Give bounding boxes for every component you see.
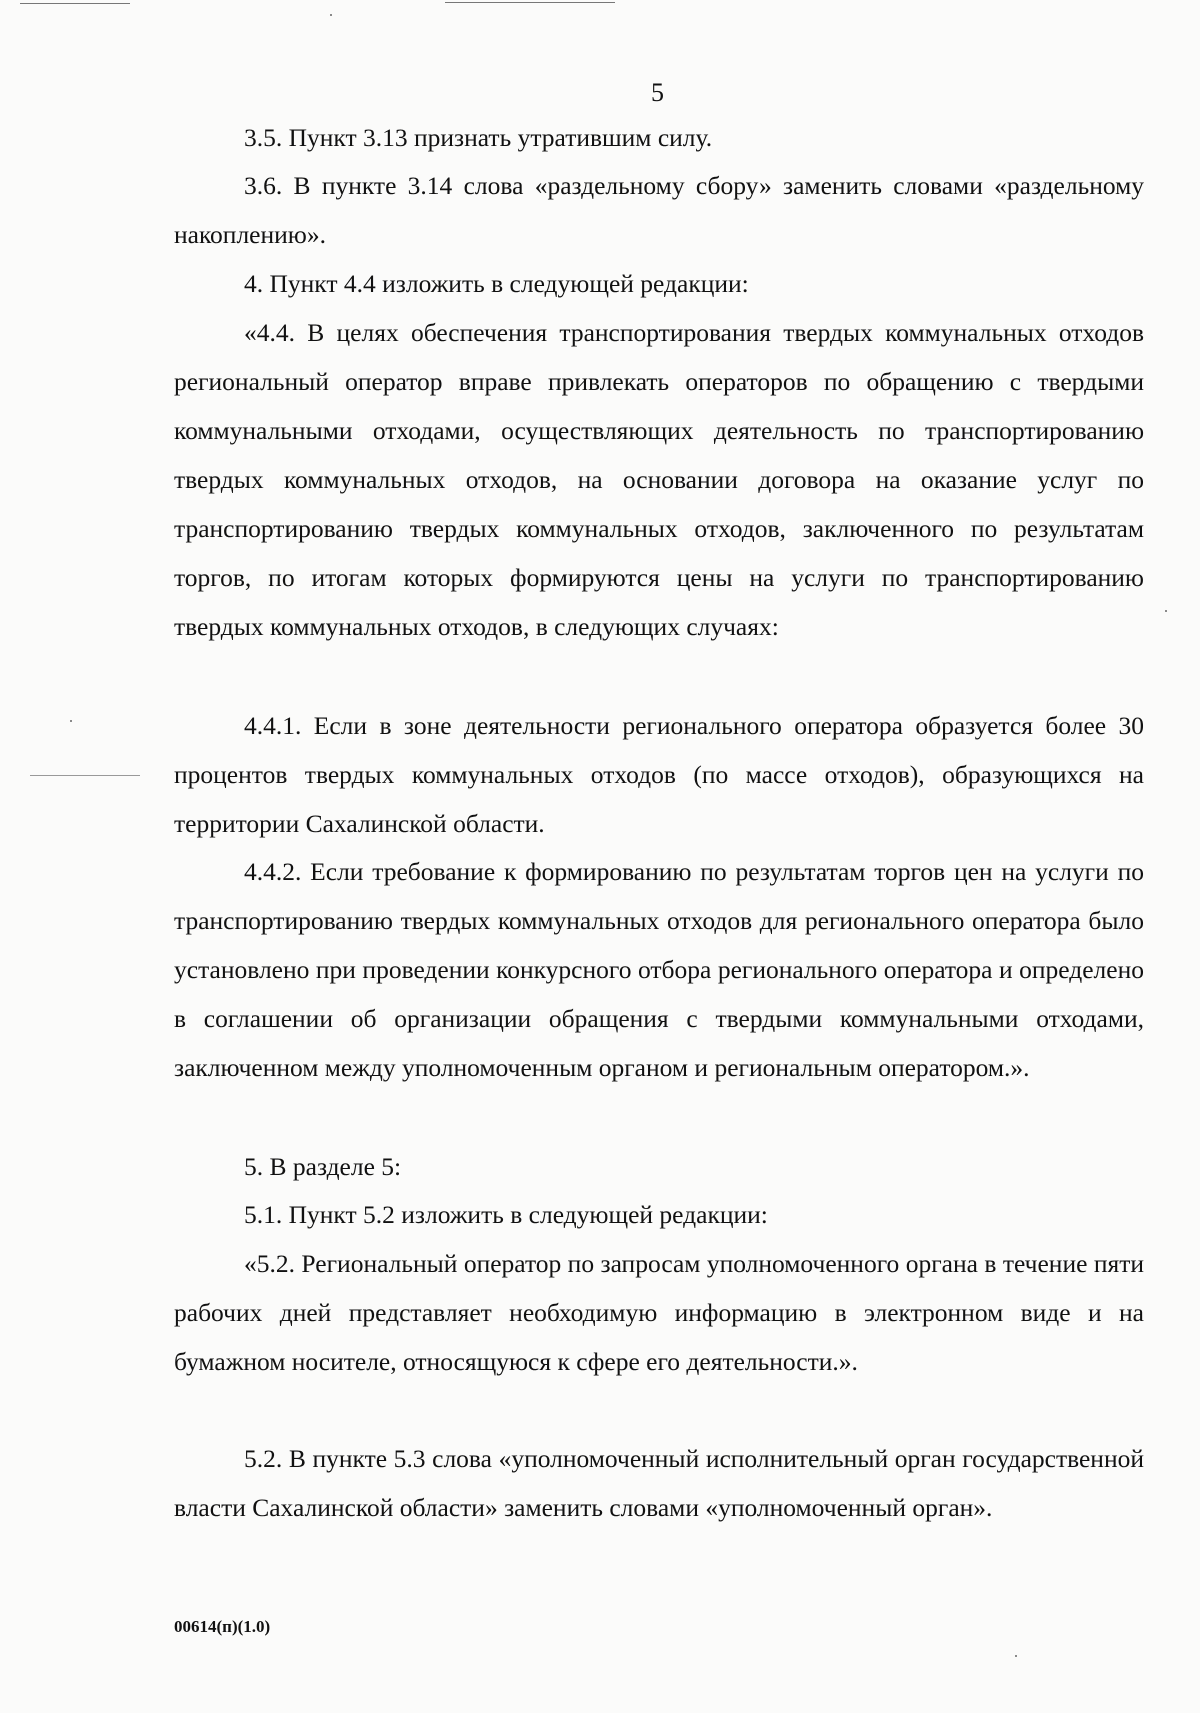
scan-artifact bbox=[445, 2, 615, 3]
scan-artifact bbox=[1015, 1655, 1017, 1657]
scan-artifact bbox=[30, 775, 140, 776]
paragraph-5-2-quote: «5.2. Региональный оператор по запросам уполномоченного органа в течение пяти рабочих дней представляет необходимую информацию в электронном виде и на бумажном носителе, относящуюся к сфере его деятельности.». bbox=[174, 1249, 1144, 1376]
document-code: 00614(п)(1.0) bbox=[174, 1617, 271, 1636]
scan-artifact bbox=[1165, 610, 1167, 612]
paragraph-4-4: «4.4. В целях обеспечения транспортирования твердых коммунальных отходов региональный оператор вправе привлекать операторов по обращению с твердыми коммунальными отходами, осуществляющих деятельность по транспортированию твердых коммунальных отходов, на основании договора на оказание услуг по транспортированию твердых коммунальных отходов, заключенного по результатам торгов, по итогам которых формируются цены на услуги по транспортированию твердых коммунальных отходов, в следующих случаях: bbox=[174, 318, 1144, 641]
page-number: 5 bbox=[651, 78, 664, 107]
paragraph-5: 5. В разделе 5: bbox=[244, 1152, 402, 1181]
paragraph-3-6: 3.6. В пункте 3.14 слова «раздельному сбору» заменить словами «раздельному накоплению». bbox=[174, 171, 1144, 249]
paragraph-5-2: 5.2. В пункте 5.3 слова «уполномоченный исполнительный орган государственной власти Сахалинской области» заменить словами «уполномоченный орган». bbox=[174, 1444, 1144, 1522]
paragraph-4-4-2: 4.4.2. Если требование к формированию по результатам торгов цен на услуги по транспортированию твердых коммунальных отходов для регионального оператора было установлено при проведении конкурсного отбора регионального оператора и определено в соглашении об организации обращения с твердыми коммунальными отходами, заключенном между уполномоченным органом и региональным оператором.». bbox=[174, 857, 1144, 1082]
paragraph-4: 4. Пункт 4.4 изложить в следующей редакции: bbox=[244, 269, 749, 298]
scan-artifact bbox=[20, 3, 130, 4]
paragraph-5-1: 5.1. Пункт 5.2 изложить в следующей редакции: bbox=[244, 1200, 768, 1229]
paragraph-4-4-1: 4.4.1. Если в зоне деятельности регионального оператора образуется более 30 процентов твердых коммунальных отходов (по массе отходов), образующихся на территории Сахалинской области. bbox=[174, 711, 1144, 838]
scan-artifact bbox=[330, 14, 332, 16]
paragraph-3-5: 3.5. Пункт 3.13 признать утратившим силу. bbox=[244, 123, 713, 152]
scan-artifact bbox=[70, 720, 72, 722]
